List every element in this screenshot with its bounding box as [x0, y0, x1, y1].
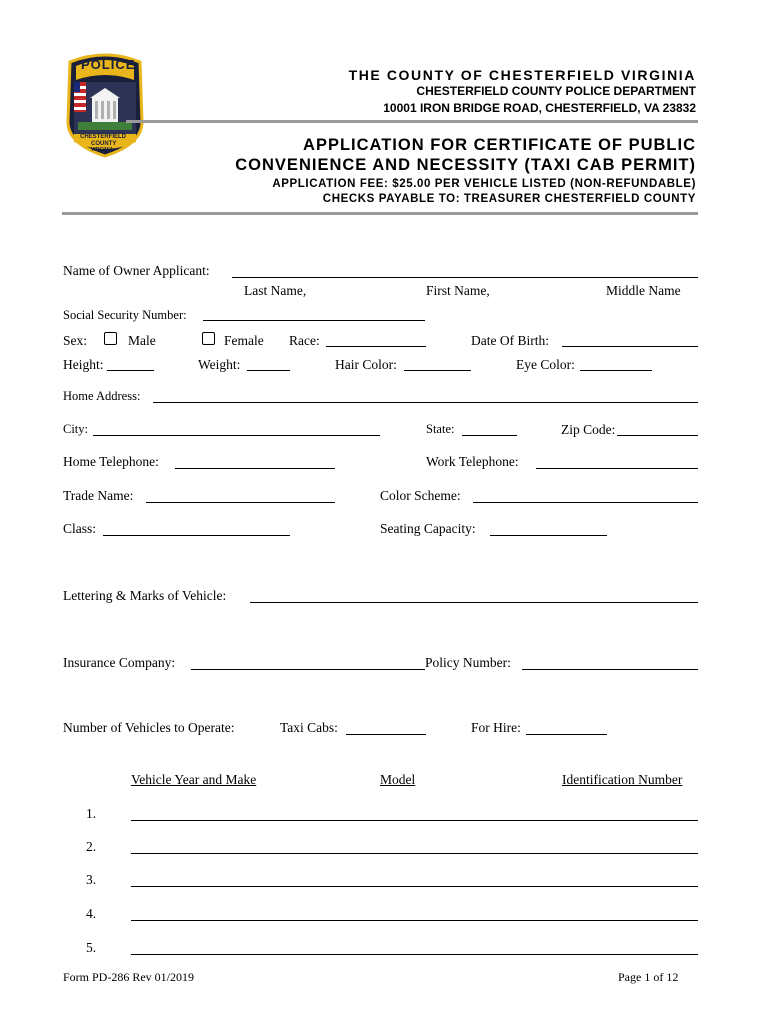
form-number: Form PD-286 Rev 01/2019 [63, 970, 195, 984]
num-vehicles-label: Number of Vehicles to Operate: [63, 720, 235, 735]
home-address-label: Home Address: [63, 389, 141, 403]
badge-top-text: POLICE [81, 57, 136, 72]
work-telephone-label: Work Telephone: [426, 454, 519, 469]
vehicle-row-field[interactable] [131, 840, 698, 854]
owner-name-label: Name of Owner Applicant: [63, 263, 210, 278]
city-label: City: [63, 422, 89, 436]
form-title-line2: CONVENIENCE AND NECESSITY (TAXI CAB PERMIT) [235, 156, 696, 174]
for-hire-field[interactable] [526, 721, 607, 735]
header-divider-top [126, 120, 698, 123]
first-name-caption: First Name, [426, 283, 490, 298]
vehicle-row-number: 5. [86, 940, 97, 955]
lettering-field[interactable] [250, 589, 698, 603]
lettering-label: Lettering & Marks of Vehicle: [63, 588, 227, 603]
hair-color-field[interactable] [404, 357, 471, 371]
vehicle-row-number: 2. [86, 839, 97, 854]
work-telephone-field[interactable] [536, 455, 698, 469]
vehicle-row-field[interactable] [131, 873, 698, 887]
dob-label: Date Of Birth: [471, 333, 549, 348]
class-label: Class: [63, 521, 97, 536]
state-label: State: [426, 422, 455, 436]
col-header-id-number: Identification Number [562, 772, 683, 787]
for-hire-label: For Hire: [471, 720, 521, 735]
application-fee: APPLICATION FEE: $25.00 PER VEHICLE LISTED (NON-REFUNDABLE) [272, 178, 696, 190]
hair-color-label: Hair Color: [335, 357, 397, 372]
vehicle-row-field[interactable] [131, 941, 698, 955]
policy-number-label: Policy Number: [425, 655, 511, 670]
ssn-field[interactable] [203, 307, 425, 321]
zip-field[interactable] [617, 422, 698, 436]
home-address-field[interactable] [153, 389, 698, 403]
city-field[interactable] [93, 422, 380, 436]
col-header-model: Model [380, 772, 416, 787]
middle-name-caption: Middle Name [606, 283, 681, 298]
weight-label: Weight: [198, 357, 241, 372]
last-name-caption: Last Name, [244, 283, 307, 298]
color-scheme-label: Color Scheme: [380, 488, 461, 503]
checks-payable: CHECKS PAYABLE TO: TREASURER CHESTERFIELD COUNTY [322, 193, 696, 205]
race-label: Race: [289, 333, 320, 348]
badge-bottom-line3: VIRGINIA [91, 147, 114, 153]
taxi-cabs-label: Taxi Cabs: [280, 720, 338, 735]
seating-capacity-field[interactable] [490, 522, 607, 536]
owner-name-field[interactable] [232, 264, 698, 278]
sex-label: Sex: [63, 333, 88, 348]
female-checkbox[interactable] [202, 332, 215, 345]
badge-bottom-line2: COUNTY [91, 141, 117, 147]
zip-label: Zip Code: [561, 422, 616, 437]
county-heading: THE COUNTY OF CHESTERFIELD VIRGINIA [348, 67, 696, 83]
taxi-cabs-field[interactable] [346, 721, 426, 735]
eye-color-label: Eye Color: [516, 357, 575, 372]
height-field[interactable] [107, 357, 154, 371]
trade-name-field[interactable] [146, 489, 335, 503]
header-divider-bottom [62, 212, 698, 215]
police-badge-logo [64, 52, 146, 158]
height-label: Height: [63, 357, 104, 372]
vehicle-row-number: 3. [86, 872, 97, 887]
color-scheme-field[interactable] [473, 489, 698, 503]
vehicle-row-number: 4. [86, 906, 97, 921]
male-label: Male [128, 333, 156, 348]
vehicle-row-field[interactable] [131, 807, 698, 821]
male-checkbox[interactable] [104, 332, 117, 345]
vehicle-row-field[interactable] [131, 907, 698, 921]
female-label: Female [224, 333, 264, 348]
state-field[interactable] [462, 422, 517, 436]
class-field[interactable] [103, 522, 290, 536]
home-telephone-field[interactable] [175, 455, 335, 469]
race-field[interactable] [326, 333, 426, 347]
trade-name-label: Trade Name: [63, 488, 134, 503]
form-title-line1: APPLICATION FOR CERTIFICATE OF PUBLIC [303, 136, 696, 154]
department-heading: CHESTERFIELD COUNTY POLICE DEPARTMENT [416, 84, 696, 98]
badge-bottom-line1: CHESTERFIELD [80, 134, 127, 140]
insurance-company-label: Insurance Company: [63, 655, 176, 670]
seating-capacity-label: Seating Capacity: [380, 521, 476, 536]
col-header-year-make: Vehicle Year and Make [131, 772, 257, 787]
ssn-label: Social Security Number: [63, 308, 187, 322]
weight-field[interactable] [247, 357, 290, 371]
home-telephone-label: Home Telephone: [63, 454, 159, 469]
vehicle-row-number: 1. [86, 806, 97, 821]
dob-field[interactable] [562, 333, 698, 347]
department-address: 10001 IRON BRIDGE ROAD, CHESTERFIELD, VA 23832 [383, 101, 696, 115]
insurance-company-field[interactable] [191, 656, 425, 670]
eye-color-field[interactable] [580, 357, 652, 371]
page-number: Page 1 of 12 [618, 970, 679, 984]
policy-number-field[interactable] [522, 656, 698, 670]
